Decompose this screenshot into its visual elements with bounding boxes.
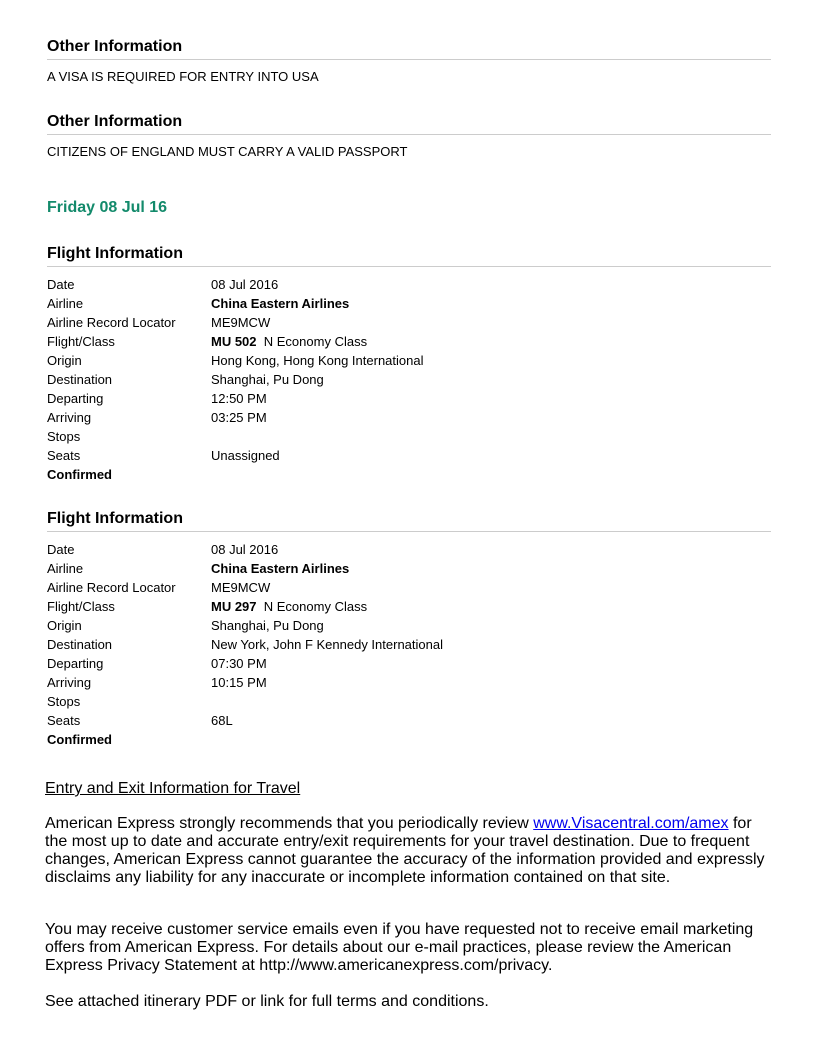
entry-exit-title: Entry and Exit Information for Travel	[45, 780, 301, 797]
value-stops	[211, 692, 771, 711]
label-stops: Stops	[47, 694, 81, 709]
value-destination: New York, John F Kennedy International	[211, 637, 443, 652]
flight-class: N Economy Class	[263, 334, 368, 349]
label-destination: Destination	[47, 372, 113, 387]
row-airline	[47, 559, 771, 578]
row-locator	[47, 313, 771, 332]
label-date: Date	[47, 542, 75, 557]
row-locator	[47, 578, 771, 597]
row-flight-class	[47, 332, 771, 351]
flight-info-2	[47, 509, 771, 749]
label-date: Date	[47, 277, 75, 292]
label-locator: Airline Record Locator	[47, 315, 176, 330]
flight-info-1	[47, 244, 771, 484]
row-airline	[47, 294, 771, 313]
row-origin	[47, 351, 771, 370]
other-info-text: CITIZENS OF ENGLAND MUST CARRY A VALID PASSPORT	[47, 144, 408, 159]
value-flight-class	[211, 597, 771, 616]
flight-number: MU 502	[211, 334, 257, 349]
label-stops: Stops	[47, 429, 81, 444]
value-stops	[211, 427, 771, 446]
row-destination	[47, 370, 771, 389]
value-flight-class	[211, 332, 771, 351]
label-airline: Airline	[47, 561, 84, 576]
value-locator: ME9MCW	[211, 315, 271, 330]
row-stops	[47, 427, 771, 446]
entry-exit-text-after: for the most up to date and accurate entry/exit requirements for your travel destination. Due to frequent changes, American Express cannot guarantee the accuracy of the information provided and expressly disclaims any liability for any inaccurate or incomplete information contained on that site.	[45, 815, 765, 886]
value-locator: ME9MCW	[211, 580, 271, 595]
label-arriving: Arriving	[47, 675, 92, 690]
row-stops	[47, 692, 771, 711]
row-destination	[47, 635, 771, 654]
value-airline: China Eastern Airlines	[211, 561, 350, 576]
row-departing	[47, 654, 771, 673]
value-seats: 68L	[211, 713, 233, 728]
value-date: 08 Jul 2016	[211, 542, 279, 557]
row-seats	[47, 711, 771, 730]
row-arriving	[47, 408, 771, 427]
status-confirmed: Confirmed	[47, 732, 112, 747]
flight-class: N Economy Class	[263, 599, 368, 614]
label-seats: Seats	[47, 713, 81, 728]
value-origin: Shanghai, Pu Dong	[211, 618, 324, 633]
visacentral-link[interactable]: www.Visacentral.com/amex	[533, 815, 729, 832]
section-title: Other Information	[47, 112, 771, 135]
value-arriving: 03:25 PM	[211, 410, 267, 425]
value-destination: Shanghai, Pu Dong	[211, 372, 324, 387]
row-departing	[47, 389, 771, 408]
row-seats	[47, 446, 771, 465]
label-departing: Departing	[47, 391, 104, 406]
label-arriving: Arriving	[47, 410, 92, 425]
row-arriving	[47, 673, 771, 692]
label-destination: Destination	[47, 637, 113, 652]
entry-exit-text-before: American Express strongly recommends that you periodically review	[45, 815, 534, 832]
day-heading: Friday 08 Jul 16	[47, 199, 168, 216]
label-flight-class: Flight/Class	[47, 599, 115, 614]
label-flight-class: Flight/Class	[47, 334, 115, 349]
value-arriving: 10:15 PM	[211, 675, 267, 690]
row-origin	[47, 616, 771, 635]
section-title: Other Information	[47, 37, 771, 60]
label-departing: Departing	[47, 656, 104, 671]
status-confirmed: Confirmed	[47, 467, 112, 482]
label-locator: Airline Record Locator	[47, 580, 176, 595]
other-info-section-1	[47, 37, 771, 84]
label-seats: Seats	[47, 448, 81, 463]
label-origin: Origin	[47, 353, 82, 368]
value-origin: Hong Kong, Hong Kong International	[211, 353, 424, 368]
row-date	[47, 275, 771, 294]
value-date: 08 Jul 2016	[211, 277, 279, 292]
label-airline: Airline	[47, 296, 84, 311]
other-info-section-2	[47, 112, 771, 159]
other-info-text: A VISA IS REQUIRED FOR ENTRY INTO USA	[47, 69, 319, 84]
value-departing: 12:50 PM	[211, 391, 267, 406]
row-date	[47, 540, 771, 559]
section-title: Flight Information	[47, 509, 771, 532]
email-notice: You may receive customer service emails even if you have requested not to receive email marketing offers from American Express. For details about our e-mail practices, please review the American Express Privacy Statement at http://www.americanexpress.com/privacy.	[45, 921, 754, 974]
terms-note: See attached itinerary PDF or link for full terms and conditions.	[45, 993, 489, 1010]
value-seats: Unassigned	[211, 448, 280, 463]
value-departing: 07:30 PM	[211, 656, 267, 671]
row-flight-class	[47, 597, 771, 616]
flight-number: MU 297	[211, 599, 257, 614]
section-title: Flight Information	[47, 244, 771, 267]
value-airline: China Eastern Airlines	[211, 296, 350, 311]
label-origin: Origin	[47, 618, 82, 633]
entry-exit-paragraph	[45, 815, 775, 887]
